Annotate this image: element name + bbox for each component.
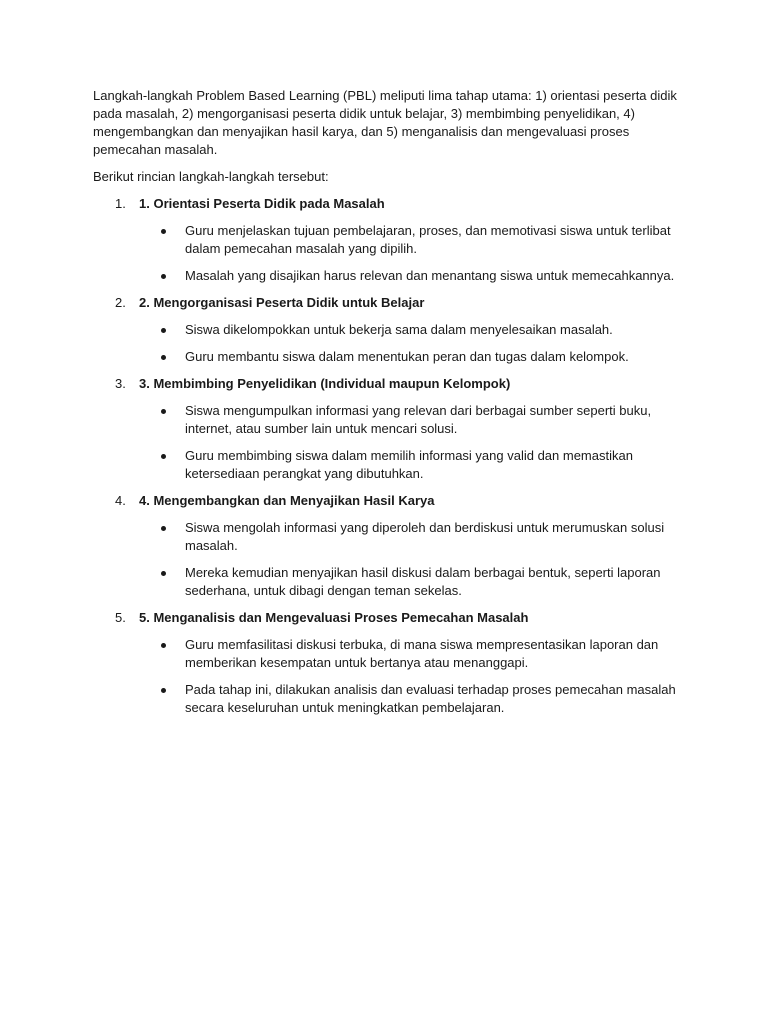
bullet-icon <box>161 454 166 459</box>
step-item <box>93 492 683 600</box>
bullet-icon <box>161 328 166 333</box>
step-title: 5. Menganalisis dan Mengevaluasi Proses Pemecahan Masalah <box>139 610 529 625</box>
step-number: 3. <box>115 376 126 391</box>
bullet-list <box>93 402 683 483</box>
bullet-list <box>93 519 683 600</box>
bullet-text: Siswa mengolah informasi yang diperoleh dan berdiskusi untuk merumuskan solusi masalah. <box>185 520 665 553</box>
bullet-item <box>185 636 683 672</box>
step-title: 3. Membimbing Penyelidikan (Individual maupun Kelompok) <box>139 376 511 391</box>
bullet-item <box>185 681 683 717</box>
bullet-list <box>93 321 683 366</box>
bullet-icon <box>161 409 166 414</box>
bullet-text: Guru menjelaskan tujuan pembelajaran, proses, dan memotivasi siswa untuk terlibat dalam pemecahan masalah yang dipilih. <box>185 223 671 256</box>
bullet-text: Siswa dikelompokkan untuk bekerja sama dalam menyelesaikan masalah. <box>185 322 613 337</box>
step-number: 4. <box>115 493 126 508</box>
bullet-icon <box>161 688 166 693</box>
bullet-item <box>185 222 683 258</box>
bullet-icon <box>161 229 166 234</box>
bullet-text: Siswa mengumpulkan informasi yang relevan dari berbagai sumber seperti buku, internet, atau sumber lain untuk mencari solusi. <box>185 403 652 436</box>
bullet-item <box>185 564 683 600</box>
bullet-icon <box>161 526 166 531</box>
steps-list <box>93 195 683 717</box>
step-item <box>93 195 683 285</box>
bullet-text: Guru memfasilitasi diskusi terbuka, di mana siswa mempresentasikan laporan dan memberikan kesempatan untuk bertanya atau menanggapi. <box>185 637 659 670</box>
bullet-item <box>185 348 683 366</box>
bullet-list <box>93 636 683 717</box>
bullet-text: Guru membimbing siswa dalam memilih informasi yang valid dan memastikan ketersediaan perangkat yang dibutuhkan. <box>185 448 633 481</box>
bullet-list <box>93 222 683 285</box>
lead-paragraph: Berikut rincian langkah-langkah tersebut: <box>93 169 329 184</box>
bullet-text: Masalah yang disajikan harus relevan dan menantang siswa untuk memecahkannya. <box>185 268 675 283</box>
bullet-text: Mereka kemudian menyajikan hasil diskusi dalam berbagai bentuk, seperti laporan sederhana, untuk dibagi dengan teman sekelas. <box>185 565 661 598</box>
bullet-item <box>185 321 683 339</box>
step-number: 5. <box>115 610 126 625</box>
bullet-icon <box>161 274 166 279</box>
step-number: 2. <box>115 295 126 310</box>
step-title: 1. Orientasi Peserta Didik pada Masalah <box>139 196 385 211</box>
step-title: 2. Mengorganisasi Peserta Didik untuk Belajar <box>139 295 425 310</box>
step-number: 1. <box>115 196 126 211</box>
bullet-item <box>185 267 683 285</box>
step-title: 4. Mengembangkan dan Menyajikan Hasil Karya <box>139 493 435 508</box>
bullet-item <box>185 402 683 438</box>
bullet-text: Guru membantu siswa dalam menentukan peran dan tugas dalam kelompok. <box>185 349 629 364</box>
bullet-item <box>185 447 683 483</box>
intro-paragraph: Langkah-langkah Problem Based Learning (PBL) meliputi lima tahap utama: 1) orientasi peserta didik pada masalah, 2) mengorganisasi peserta didik untuk belajar, 3) membimbing penyelidikan, 4) mengembangkan dan menyajikan hasil karya, dan 5) menganalisis dan mengevaluasi proses pemecahan masalah. <box>93 88 677 157</box>
document-page <box>93 87 683 726</box>
step-item <box>93 294 683 366</box>
step-item <box>93 609 683 717</box>
bullet-icon <box>161 355 166 360</box>
bullet-text: Pada tahap ini, dilakukan analisis dan evaluasi terhadap proses pemecahan masalah secara keseluruhan untuk meningkatkan pembelajaran. <box>185 682 676 715</box>
bullet-icon <box>161 643 166 648</box>
bullet-icon <box>161 571 166 576</box>
bullet-item <box>185 519 683 555</box>
step-item <box>93 375 683 483</box>
